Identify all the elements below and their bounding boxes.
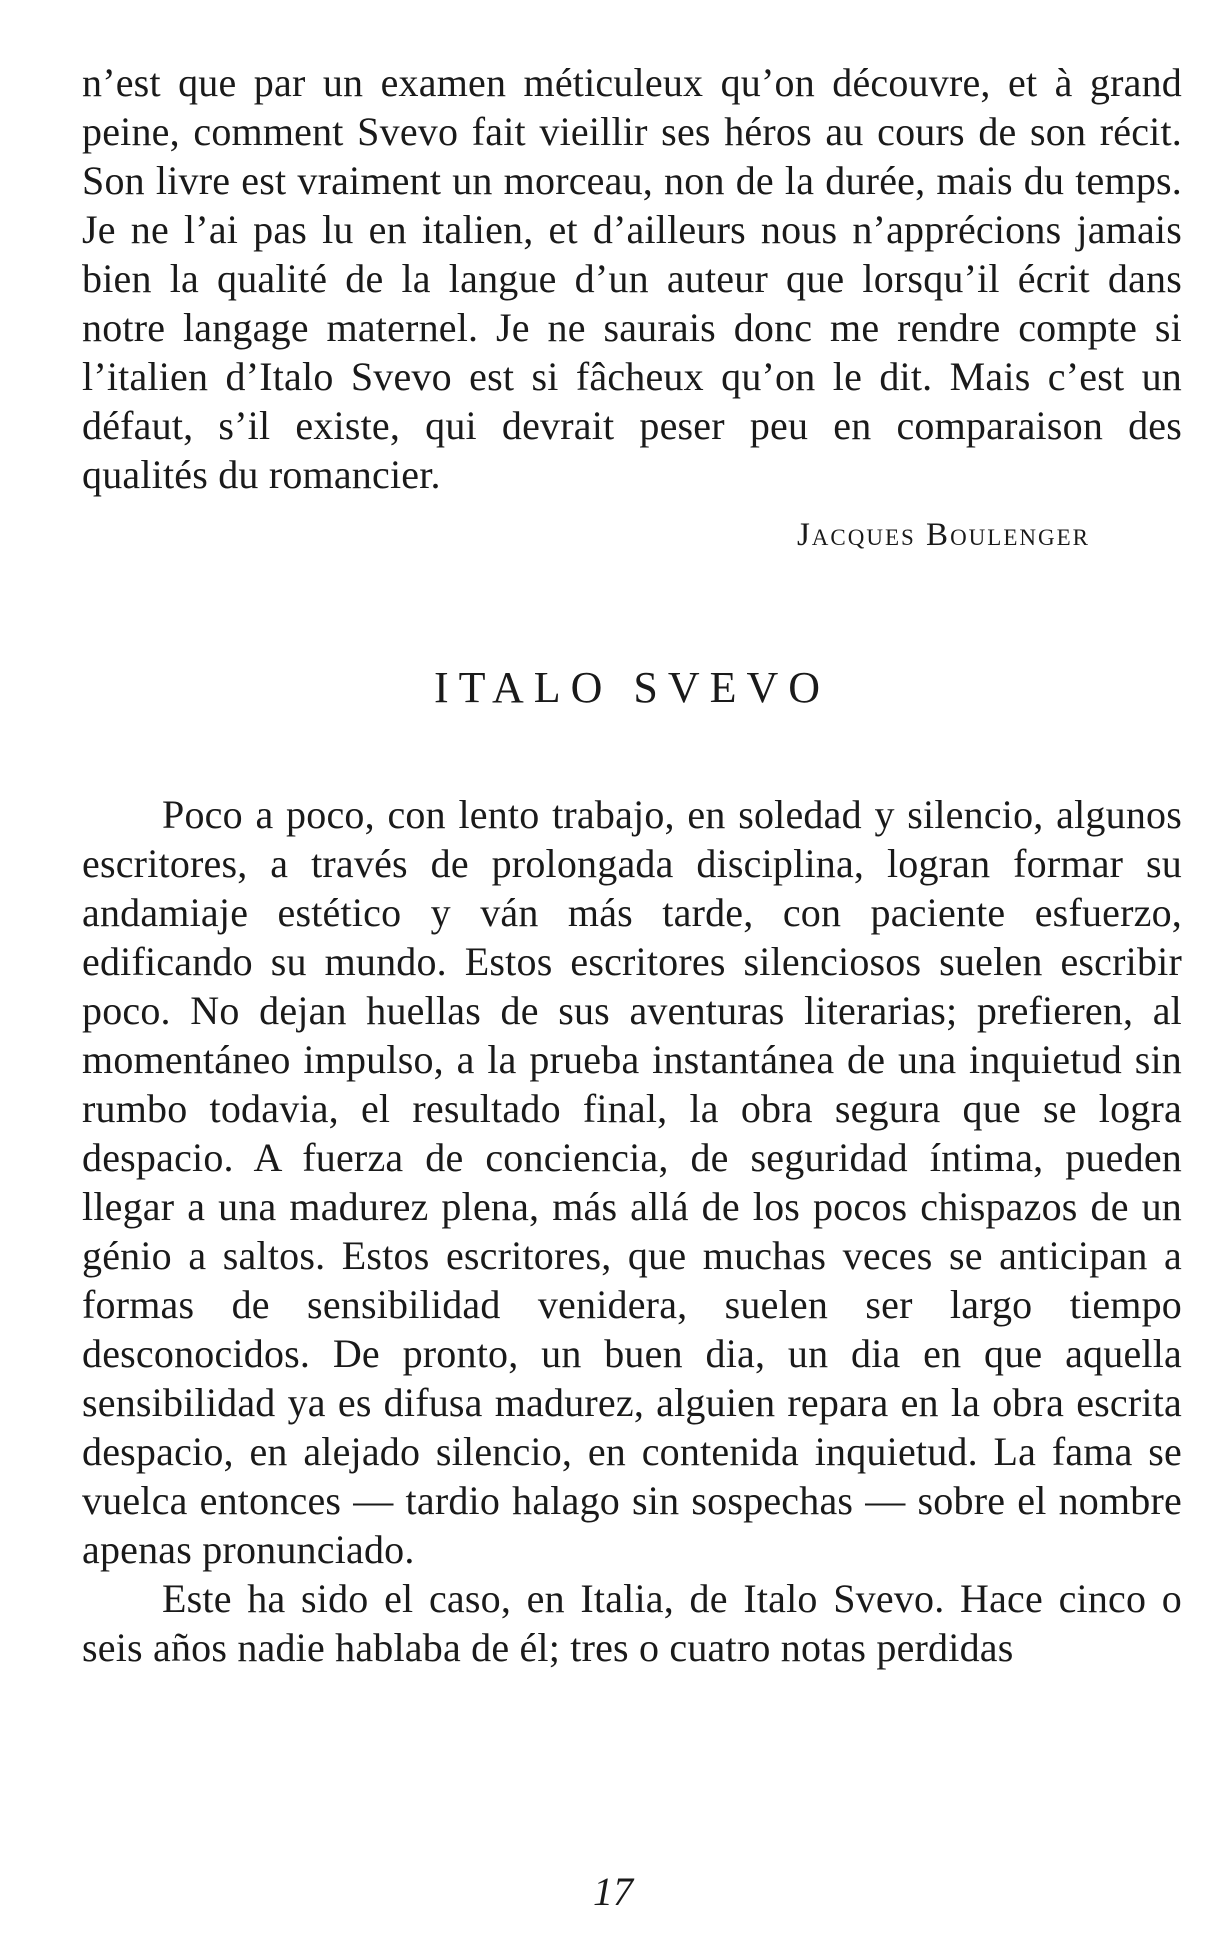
- page-number: 17: [593, 1869, 633, 1914]
- article-paragraph-1: Poco a poco, con lento trabajo, en soledad y silencio, algunos escritores, a través de prolongada disciplina, logran formar su andamiaje estético y ván más tarde, con paciente esfuerzo, edificando su mundo. Estos escritores silenciosos suelen escribir poco. No dejan huellas de sus aventuras literarias; prefieren, al momentáneo impulso, a la prueba instantánea de una inquietud sin rumbo todavia, el resultado final, la obra segura que se logra despacio. A fuerza de conciencia, de seguridad íntima, pueden llegar a una madurez plena, más allá de los pocos chispazos de un génio a saltos. Estos escritores, que muchas veces se anticipan a formas de sensibilidad venidera, suelen ser largo tiempo desconocidos. De pronto, un buen dia, un dia en que aquella sensibilidad ya es difusa madurez, alguien repara en la obra escrita despacio, en alejado silencio, en contenida inquietud. La fama se vuelca entonces — tardio halago sin sospechas — sobre el nombre apenas pronunciado.: [82, 792, 1182, 1572]
- page-body: [82, 58, 1182, 1672]
- author-signature: Jacques Boulenger: [796, 517, 1090, 553]
- article-paragraph-2: Este ha sido el caso, en Italia, de Italo Svevo. Hace cinco o seis años nadie hablaba de él; tres o cuatro notas perdidas: [82, 1576, 1182, 1670]
- article-title: ITALO SVEVO: [433, 663, 831, 712]
- previous-article-paragraph: n’est que par un examen méticuleux qu’on découvre, et à grand peine, comment Svevo fait vieillir ses héros au cours de son récit. Son livre est vraiment un morceau, non de la durée, mais du temps. Je ne l’ai pas lu en italien, et d’ailleurs nous n’apprécions jamais bien la qualité de la langue d’un auteur que lorsqu’il écrit dans notre langage maternel. Je ne saurais donc me rendre compte si l’italien d’Italo Svevo est si fâcheux qu’on le dit. Mais c’est un défaut, s’il existe, qui devrait peser peu en comparaison des qualités du romancier.: [82, 60, 1182, 497]
